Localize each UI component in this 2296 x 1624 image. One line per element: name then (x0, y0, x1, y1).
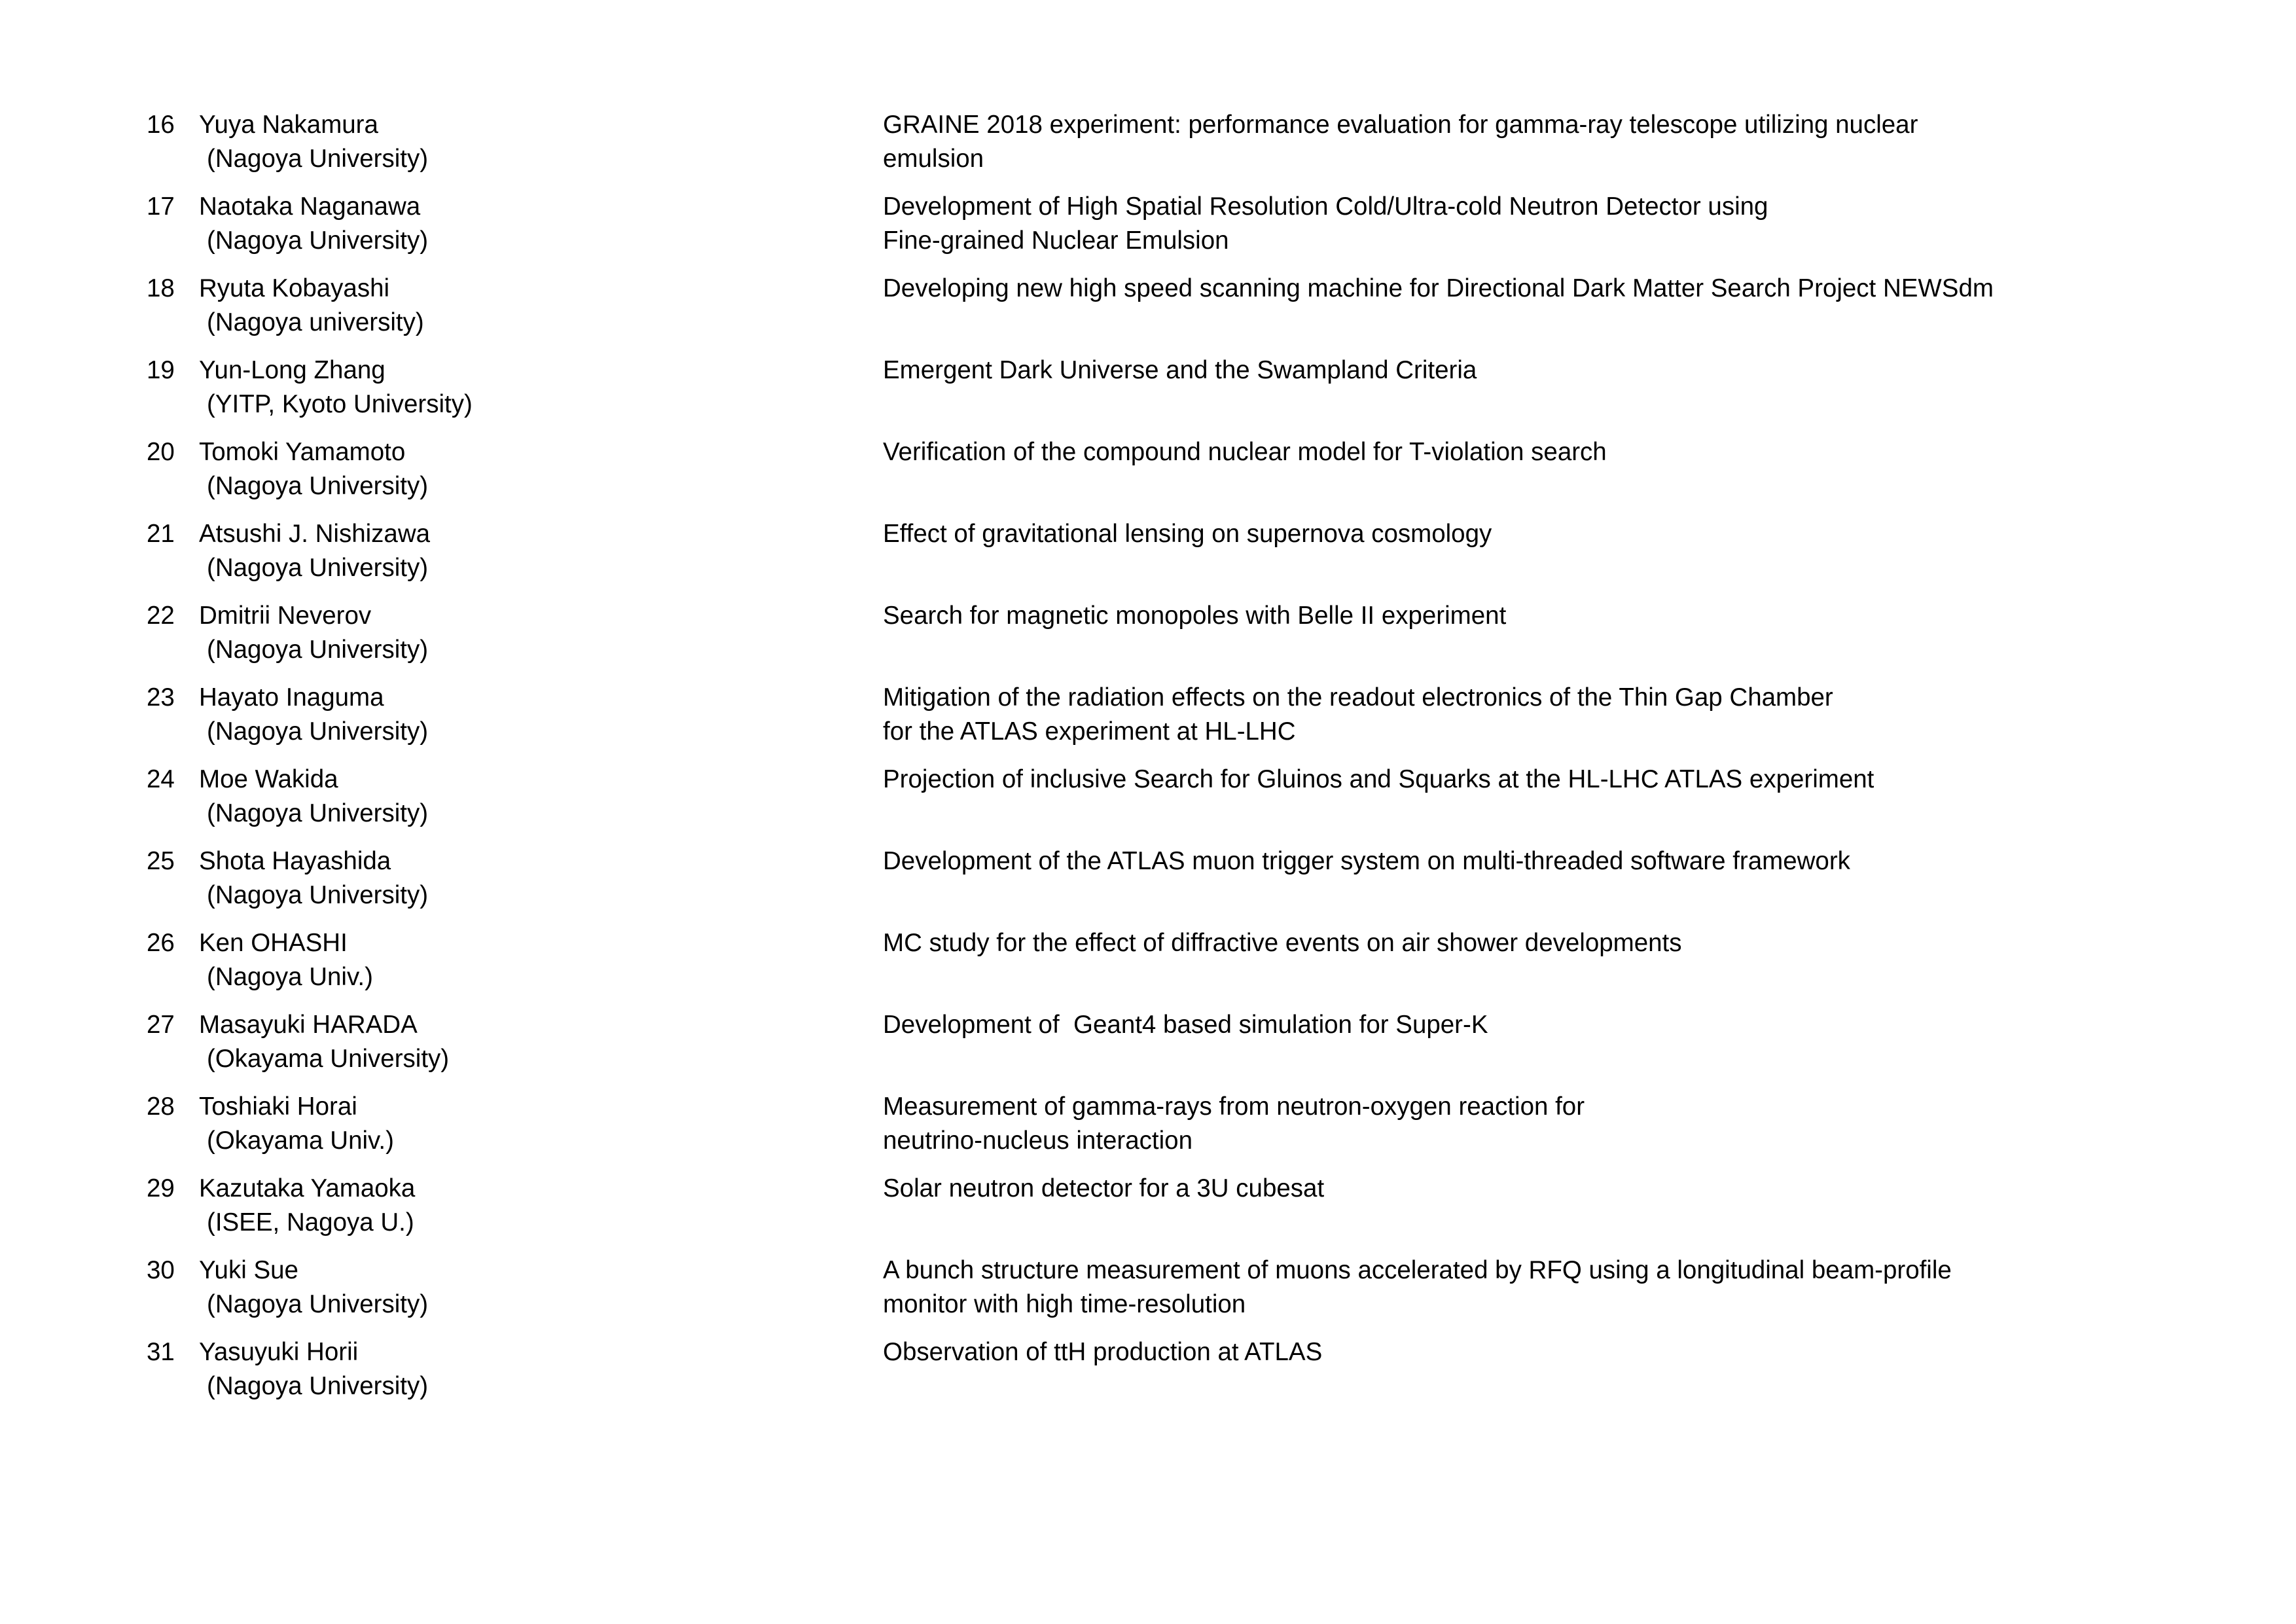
entry-number: 20 (147, 438, 175, 466)
entry-row (0, 108, 2296, 190)
entry-title-line: neutrino-nucleus interaction (883, 1127, 1193, 1155)
entry-title (883, 844, 1850, 878)
entry-name: Ryuta Kobayashi (199, 274, 390, 302)
entry-row (0, 763, 2296, 844)
entry-title-line: A bunch structure measurement of muons accelerated by RFQ using a longitudinal beam-profile (883, 1256, 1952, 1284)
entry-title (883, 763, 1874, 797)
entry-title (883, 1090, 1585, 1158)
entry-title-line: Developing new high speed scanning machine for Directional Dark Matter Search Project NEWSdm (883, 274, 1994, 302)
entry-number: 30 (147, 1256, 175, 1284)
entry-title-line: Solar neutron detector for a 3U cubesat (883, 1174, 1325, 1202)
entry-affiliation: (ISEE, Nagoya U.) (207, 1208, 414, 1236)
entry-affiliation: (Nagoya University) (207, 554, 429, 582)
entry-title-line: Projection of inclusive Search for Gluinos and Squarks at the HL-LHC ATLAS experiment (883, 765, 1874, 793)
entry-row (0, 1090, 2296, 1172)
entry-row (0, 272, 2296, 353)
entry-number: 28 (147, 1092, 175, 1121)
entry-number: 16 (147, 111, 175, 139)
entry-title-line: Development of High Spatial Resolution Cold/Ultra-cold Neutron Detector using (883, 192, 1768, 221)
entry-affiliation: (Nagoya university) (207, 308, 424, 336)
entry-title (883, 681, 1833, 749)
entry-list (0, 108, 2296, 1417)
entry-title (883, 1172, 1324, 1206)
entry-number: 21 (147, 520, 175, 548)
entry-title-line: monitor with high time-resolution (883, 1290, 1246, 1318)
entry-title-line: Fine-grained Nuclear Emulsion (883, 226, 1229, 255)
entry-affiliation: (Nagoya University) (207, 799, 429, 827)
entry-affiliation: (Nagoya University) (207, 636, 429, 664)
entry-number: 25 (147, 847, 175, 875)
entry-number: 18 (147, 274, 175, 302)
entry-affiliation: (YITP, Kyoto University) (207, 390, 473, 418)
entry-row (0, 681, 2296, 763)
entry-title (883, 190, 1768, 258)
entry-row (0, 926, 2296, 1008)
entry-title-line: Development of Geant4 based simulation for Super-K (883, 1011, 1488, 1039)
entry-number: 27 (147, 1011, 175, 1039)
entry-name: Toshiaki Horai (199, 1092, 357, 1121)
entry-title (883, 353, 1477, 388)
entry-row (0, 190, 2296, 272)
entry-title (883, 599, 1506, 633)
entry-row (0, 517, 2296, 599)
entry-name: Tomoki Yamamoto (199, 438, 406, 466)
entry-row (0, 844, 2296, 926)
entry-title (883, 108, 1918, 176)
entry-title-line: Development of the ATLAS muon trigger system on multi-threaded software framework (883, 847, 1850, 875)
entry-name: Shota Hayashida (199, 847, 391, 875)
entry-title-line: GRAINE 2018 experiment: performance evaluation for gamma-ray telescope utilizing nuclear (883, 111, 1918, 139)
entry-number: 19 (147, 356, 175, 384)
entry-title (883, 1254, 1952, 1322)
entry-title-line: Mitigation of the radiation effects on the readout electronics of the Thin Gap Chamber (883, 683, 1833, 712)
entry-title-line: emulsion (883, 145, 984, 173)
entry-affiliation: (Nagoya University) (207, 1372, 429, 1400)
entry-title (883, 272, 1994, 306)
entry-name: Naotaka Naganawa (199, 192, 421, 221)
entry-number: 17 (147, 192, 175, 221)
entry-title-line: Measurement of gamma-rays from neutron-oxygen reaction for (883, 1092, 1585, 1121)
entry-title-line: for the ATLAS experiment at HL-LHC (883, 717, 1296, 746)
entry-title-line: Effect of gravitational lensing on supernova cosmology (883, 520, 1492, 548)
entry-row (0, 353, 2296, 435)
entry-number: 26 (147, 929, 175, 957)
entry-title (883, 517, 1492, 551)
entry-affiliation: (Okayama University) (207, 1045, 450, 1073)
entry-name: Kazutaka Yamaoka (199, 1174, 416, 1202)
entry-name: Masayuki HARADA (199, 1011, 418, 1039)
entry-row (0, 1008, 2296, 1090)
entry-row (0, 1254, 2296, 1335)
entry-affiliation: (Nagoya University) (207, 145, 429, 173)
entry-name: Yuki Sue (199, 1256, 298, 1284)
entry-affiliation: (Nagoya University) (207, 472, 429, 500)
entry-name: Dmitrii Neverov (199, 602, 372, 630)
entry-title (883, 1008, 1488, 1042)
entry-number: 23 (147, 683, 175, 712)
entry-affiliation: (Nagoya University) (207, 1290, 429, 1318)
entry-name: Yuya Nakamura (199, 111, 378, 139)
entry-affiliation: (Nagoya University) (207, 881, 429, 909)
entry-affiliation: (Nagoya Univ.) (207, 963, 373, 991)
entry-title-line: Observation of ttH production at ATLAS (883, 1338, 1323, 1366)
entry-title (883, 435, 1607, 469)
entry-name: Moe Wakida (199, 765, 338, 793)
entry-title-line: Emergent Dark Universe and the Swampland Criteria (883, 356, 1477, 384)
entry-row (0, 1172, 2296, 1254)
entry-row (0, 599, 2296, 681)
entry-name: Ken OHASHI (199, 929, 348, 957)
entry-name: Hayato Inaguma (199, 683, 384, 712)
entry-affiliation: (Nagoya University) (207, 226, 429, 255)
entry-name: Yasuyuki Horii (199, 1338, 359, 1366)
entry-number: 31 (147, 1338, 175, 1366)
entry-affiliation: (Nagoya University) (207, 717, 429, 746)
entry-title-line: Verification of the compound nuclear model for T-violation search (883, 438, 1607, 466)
entry-title-line: MC study for the effect of diffractive events on air shower developments (883, 929, 1682, 957)
entry-title (883, 1335, 1322, 1369)
entry-name: Atsushi J. Nishizawa (199, 520, 431, 548)
entry-number: 29 (147, 1174, 175, 1202)
entry-number: 24 (147, 765, 175, 793)
entry-number: 22 (147, 602, 175, 630)
entry-affiliation: (Okayama Univ.) (207, 1127, 394, 1155)
entry-title (883, 926, 1682, 960)
entry-name: Yun-Long Zhang (199, 356, 386, 384)
entry-title-line: Search for magnetic monopoles with Belle II experiment (883, 602, 1507, 630)
entry-row (0, 435, 2296, 517)
entry-row (0, 1335, 2296, 1417)
